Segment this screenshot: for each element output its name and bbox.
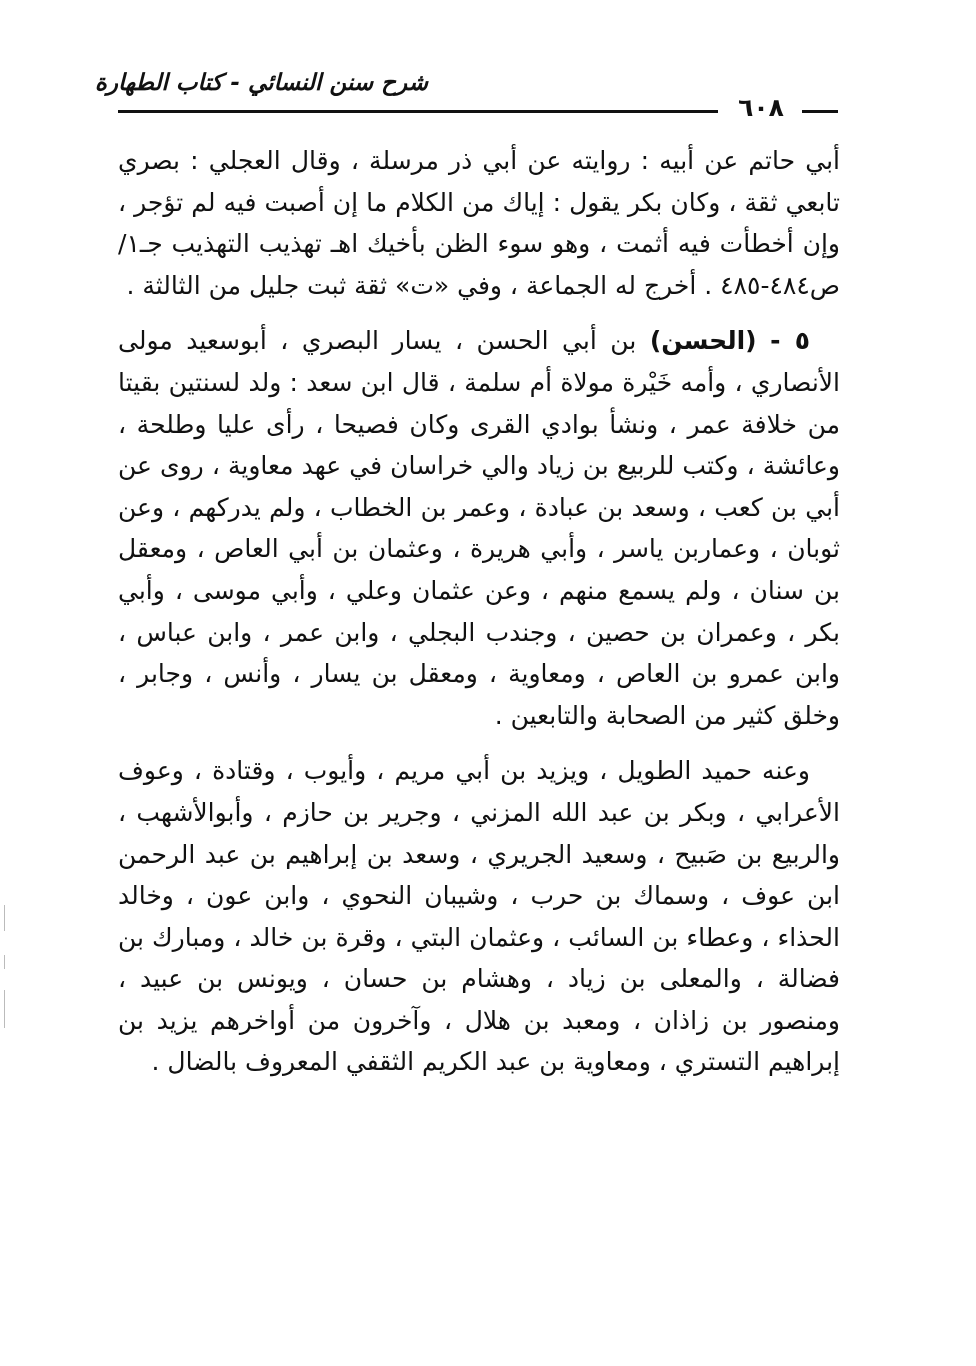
paragraph-2	[118, 320, 840, 736]
entry-name: (الحسن)	[649, 326, 757, 356]
running-header	[94, 70, 838, 122]
paragraph-3	[118, 750, 840, 1083]
header-rule	[118, 110, 718, 113]
scan-mark	[4, 990, 5, 1028]
paragraph-1	[118, 140, 840, 306]
header-rule-end	[802, 110, 838, 113]
scan-mark	[4, 905, 5, 931]
paragraph-2-text: بن أبي الحسن ، يسار البصري ، أبوسعيد مولى الأنصاري ، وأمه خَيْرة مولاة أم سلمة ، قال ابن سعد : ولد لسنتين بقيتا من خلافة عمر ، ونشأ بوادي القرى وكان فصيحا ، رأى عليا وطلحة ، وعائشة ، وكتب للربيع بن زياد والي خراسان في عهد معاوية ، روى عن أبي بن كعب ، وسعد بن عبادة ، وعمر بن الخطاب ، ولم يدركهم ، وعن ثوبان ، وعماربن ياسر ، وأبي هريرة ، وعثمان بن أبي العاص ، ومعقل بن سنان ، ولم يسمع منهم ، وعن عثمان وعلي ، وأبي موسى ، وأبي بكر ، وعمران بن حصين ، وجندب البجلي ، وابن عمر ، وابن عباس ، وابن عمرو بن العاص ، ومعاوية ، ومعقل بن يسار ، وأنس ، وجابر ، وخلق كثير من الصحابة والتابعين .	[118, 326, 840, 730]
body-text	[118, 140, 840, 1083]
page-number: ٦٠٨	[738, 93, 784, 122]
scan-mark	[4, 955, 5, 969]
paragraph-3-text: وعنه حميد الطويل ، ويزيد بن أبي مريم ، وأيوب ، وقتادة ، وعوف الأعرابي ، وبكر بن عبد الله المزني ، وجرير بن حازم ، وأبوالأشهب ، والربيع بن صَبيح ، وسعيد الجريري ، وسعد بن إبراهيم بن عبد الرحمن ابن عوف ، وسماك بن حرب ، وشيبان النحوي ، وابن عون ، وخالد الحذاء ، وعطاء بن السائب ، وعثمان البتي ، وقرة بن خالد ، ومبارك بن فضالة ، والمعلى بن زياد ، وهشام بن حسان ، ويونس بن عبيد ، ومنصور بن زاذان ، ومعبد بن هلال ، وآخرون من أواخرهم يزيد بن إبراهيم التستري ، ومعاوية بن عبد الكريم الثقفي المعروف بالضال .	[118, 756, 840, 1077]
entry-number: ٥ -	[770, 326, 810, 356]
paragraph-1-text: أبي حاتم عن أبيه : روايته عن أبي ذر مرسلة ، وقال العجلي : بصري تابعي ثقة ، وكان بكر يقول : إياك من الكلام ما إن أصبت فيه لم تؤجر ، وإن أخطأت فيه أثمت ، وهو سوء الظن بأخيك اهـ تهذيب التهذيب جـ١/ ص٤٨٤-٤٨٥ . أخرج له الجماعة ، وفي «ت» ثقة ثبت جليل من الثالثة .	[118, 146, 840, 300]
header-title: شرح سنن النسائي - كتاب الطهارة	[94, 70, 428, 96]
